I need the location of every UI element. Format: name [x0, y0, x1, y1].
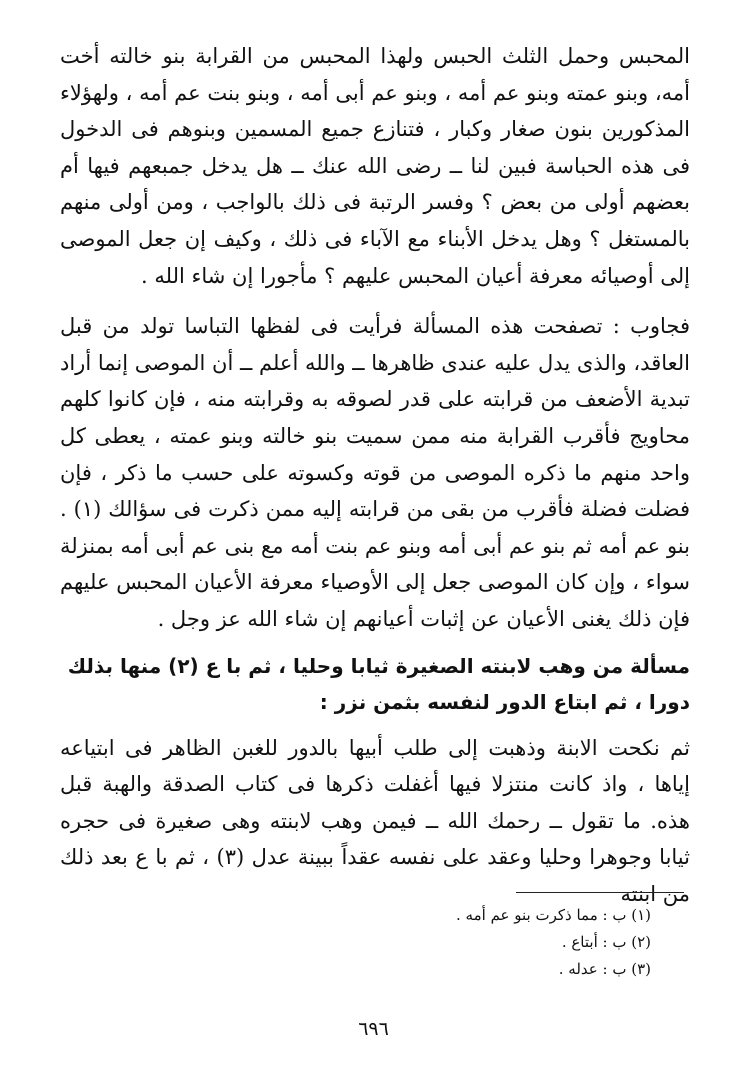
paragraph-answer: فجاوب : تصفحت هذه المسألة فرأيت فى لفظها التباسا تولد من قبل العاقد، والذى يدل عليه عندى ظاهرها ــ والله أعلم ــ أن الموصى إنما أراد تبدية الأضعف من قرابته على قدر لصوقه به وقرابته منه ، فإن كانوا كلهم محاويج فأقرب القرابة منه ممن سميت بنو خالته وبنو عمته ، يعطى كل واحد منهم ما ذكره الموصى من قوته وكسوته على حسب ما ذكر ، فإن فضلت فضلة فأقرب من بقى من قرابته إليه ممن ذكرت فى سؤالك (١) . بنو عم أمه ثم بنو عم أبى أمه وبنو عم بنت أمه مع بنى عم أبى أمه بمنزلة سواء ، وإن كان الموصى جعل إلى الأوصياء معرفة الأعيان المحبس عليهم فإن ذلك يغنى الأعيان عن إثبات أعيانهم إن شاء الله عز وجل .	[60, 314, 691, 631]
paragraph-question: المحبس وحمل الثلث الحبس ولهذا المحبس من القرابة بنو خالته أخت أمه، وبنو عمته وبنو عم أمه ، وبنو عم أبى أمه ، وبنو بنت عم أمه ، ولهؤلاء المذكورين بنون صغار وكبار ، فتنازع جميع المسمين وبنوهم فى الدخول فى هذه الحباسة فبين لنا ــ رضى الله عنك ــ هل يدخل جمبعهم فيها أم بعضهم أولى من بعض ؟ وفسر الرتبة فى ذلك بالواجب ، ومن أولى منهم بالمستغل ؟ وهل يدخل الأبناء مع الآباء فى ذلك ، وكيف إن جعل الموصى إلى أوصيائه معرفة أعيان المحبس عليهم ؟ مأجورا إن شاء الله .	[60, 44, 690, 288]
footnotes	[456, 902, 651, 983]
main-text	[60, 38, 690, 912]
footnote-1: (١) ب : مما ذكرت بنو عم أمه .	[456, 906, 651, 924]
footnote-2: (٢) ب : أبتاع .	[561, 933, 651, 951]
footnote-separator	[516, 892, 684, 893]
section-heading: مسألة من وهب لابنته الصغيرة ثيابا وحليا ، ثم با ع (٢) منها بذلك دورا ، ثم ابتاع الدور لنفسه بثمن نزر :	[67, 653, 690, 714]
paragraph-continuation: ثم نكحت الابنة وذهبت إلى طلب أبيها بالدور للغبن الظاهر فى ابتياعه إياها ، واذ كانت منتزلا فيها أغفلت ذكرها فى كتاب الصدقة والهبة قبل هذه. ما تقول ــ رحمك الله ــ فيمن وهب لابنته وهى صغيرة فى حجره ثيابا وجوهرا وحليا وعقد على نفسه عقداً ببينة عدل (٣) ، ثم با ع بعد ذلك من ابنته	[60, 735, 690, 906]
page-number: ٦٩٦	[358, 1018, 389, 1040]
footnote-3: (٣) ب : عدله .	[558, 960, 651, 978]
